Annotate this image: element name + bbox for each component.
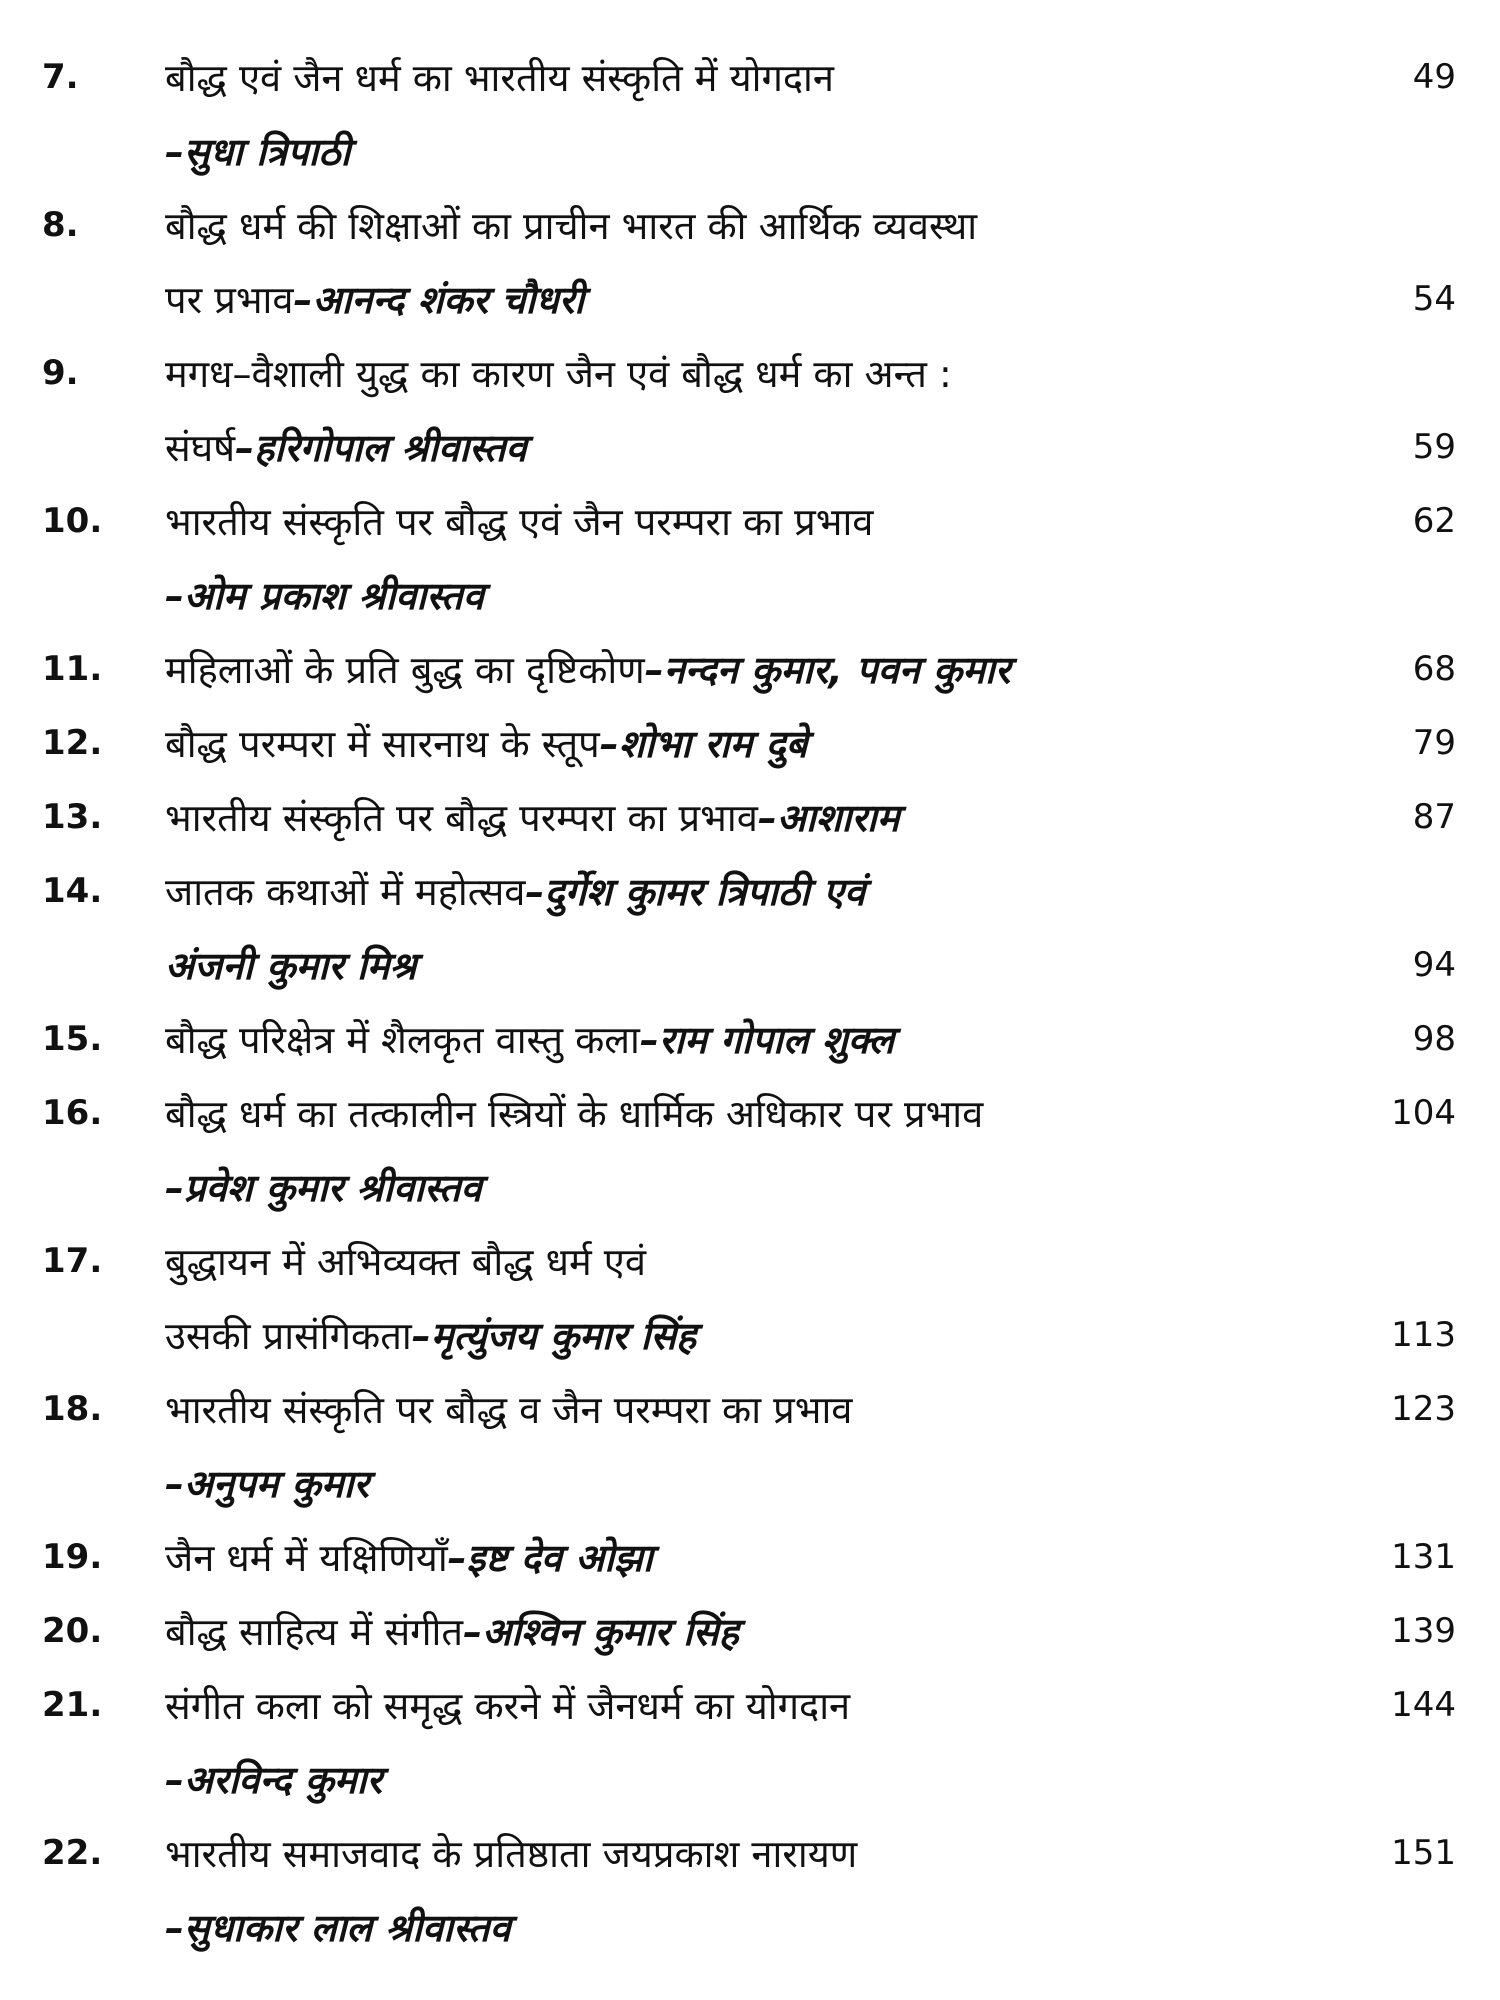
entry-author: –सुधा त्रिपाठी	[165, 130, 351, 174]
entry-author: –प्रवेश कुमार श्रीवास्तव	[165, 1166, 482, 1210]
toc-line	[40, 484, 1460, 558]
entry-number: 22.	[42, 1833, 103, 1873]
page-number: 54	[1412, 279, 1456, 319]
entry-text	[165, 569, 1340, 621]
entry-text	[165, 125, 1340, 177]
toc-line	[40, 632, 1460, 706]
toc-line	[40, 1446, 1460, 1520]
entry-number: 17.	[42, 1241, 103, 1281]
entry-author: अंजनी कुमार मिश्र	[165, 944, 417, 988]
entry-title: पर प्रभाव	[165, 278, 294, 322]
toc-line	[40, 188, 1460, 262]
page-number: 104	[1391, 1093, 1456, 1133]
toc-line	[40, 114, 1460, 188]
toc-entry	[40, 1224, 1460, 1372]
entry-text	[165, 1235, 1340, 1287]
page-number: 123	[1391, 1389, 1456, 1429]
toc-entry	[40, 1520, 1460, 1594]
entry-text	[165, 791, 1340, 843]
entry-text	[165, 1161, 1340, 1213]
toc-line	[40, 1816, 1460, 1890]
page-number: 94	[1412, 945, 1456, 985]
entry-number: 10.	[42, 501, 103, 541]
entry-title: महिलाओं के प्रति बुद्ध का दृष्टिकोण	[165, 648, 645, 692]
entry-text	[165, 421, 1340, 473]
entry-text	[165, 51, 1340, 103]
entry-text	[165, 939, 1340, 991]
toc-entry	[40, 1076, 1460, 1224]
entry-text	[165, 1383, 1340, 1435]
entry-text	[165, 1753, 1340, 1805]
toc-line	[40, 336, 1460, 410]
entry-number: 9.	[42, 353, 79, 393]
page-number: 59	[1412, 427, 1456, 467]
toc-line	[40, 40, 1460, 114]
entry-title: बौद्ध धर्म की शिक्षाओं का प्राचीन भारत की आर्थिक व्यवस्था	[165, 204, 978, 248]
entry-author: –आनन्द शंकर चौधरी	[293, 278, 585, 322]
entry-number: 21.	[42, 1685, 103, 1725]
toc-entry	[40, 188, 1460, 336]
entry-number: 8.	[42, 205, 79, 245]
entry-number: 16.	[42, 1093, 103, 1133]
toc-line	[40, 706, 1460, 780]
toc-line	[40, 1668, 1460, 1742]
entry-number: 13.	[42, 797, 103, 837]
entry-title: बौद्ध परिक्षेत्र में शैलकृत वास्तु कला	[165, 1018, 640, 1062]
toc-line	[40, 410, 1460, 484]
toc-line	[40, 1742, 1460, 1816]
toc-line	[40, 1224, 1460, 1298]
entry-title: संघर्ष	[165, 426, 236, 470]
entry-text	[165, 643, 1340, 695]
entry-text	[165, 495, 1340, 547]
toc-entry	[40, 1668, 1460, 1816]
entry-text	[165, 1309, 1340, 1361]
entry-author: –इष्ट देव ओझा	[447, 1536, 653, 1580]
toc-entry	[40, 854, 1460, 1002]
entry-text	[165, 1605, 1340, 1657]
entry-text	[165, 1457, 1340, 1509]
entry-title: बौद्ध धर्म का तत्कालीन स्त्रियों के धार्मिक अधिकार पर प्रभाव	[165, 1092, 984, 1136]
page-number: 131	[1391, 1537, 1456, 1577]
entry-author: –दुर्गेश कुामर त्रिपाठी एवं	[525, 870, 866, 914]
entry-text	[165, 1531, 1340, 1583]
entry-author: –हरिगोपाल श्रीवास्तव	[235, 426, 527, 470]
entry-author: –नन्दन कुमार, पवन कुमार	[644, 648, 1011, 692]
entry-title: उसकी प्रासंगिकता	[165, 1314, 412, 1358]
entry-author: –अश्विन कुमार सिंह	[463, 1610, 739, 1654]
toc-entry	[40, 484, 1460, 632]
page-number: 49	[1412, 57, 1456, 97]
entry-title: जैन धर्म में यक्षिणियाँ	[165, 1536, 448, 1580]
entry-text	[165, 865, 1340, 917]
entry-number: 12.	[42, 723, 103, 763]
toc-entry	[40, 1372, 1460, 1520]
page-number: 113	[1391, 1315, 1456, 1355]
page-number: 151	[1391, 1833, 1456, 1873]
toc-line	[40, 1520, 1460, 1594]
toc-line	[40, 928, 1460, 1002]
entry-number: 14.	[42, 871, 103, 911]
toc-entry	[40, 40, 1460, 188]
page-number: 79	[1412, 723, 1456, 763]
entry-number: 19.	[42, 1537, 103, 1577]
entry-number: 20.	[42, 1611, 103, 1651]
entry-number: 15.	[42, 1019, 103, 1059]
entry-text	[165, 1087, 1340, 1139]
entry-text	[165, 199, 1340, 251]
toc-entry	[40, 1002, 1460, 1076]
entry-text	[165, 1679, 1340, 1731]
toc-line	[40, 780, 1460, 854]
entry-author: –ओम प्रकाश श्रीवास्तव	[165, 574, 484, 618]
toc-entry	[40, 1594, 1460, 1668]
entry-author: –शोभा राम दुबे	[599, 722, 808, 766]
entry-text	[165, 717, 1340, 769]
toc-entry	[40, 632, 1460, 706]
page-number: 68	[1412, 649, 1456, 689]
entry-title: संगीत कला को समृद्ध करने में जैनधर्म का योगदान	[165, 1684, 851, 1728]
entry-title: बौद्ध परम्परा में सारनाथ के स्तूप	[165, 722, 600, 766]
entry-title: मगध–वैशाली युद्ध का कारण जैन एवं बौद्ध धर्म का अन्त :	[165, 352, 952, 396]
toc-line	[40, 1150, 1460, 1224]
toc-line	[40, 854, 1460, 928]
page-number: 87	[1412, 797, 1456, 837]
entry-author: –राम गोपाल शुक्ल	[639, 1018, 895, 1062]
toc-line	[40, 1076, 1460, 1150]
entry-title: भारतीय संस्कृति पर बौद्ध व जैन परम्परा का प्रभाव	[165, 1388, 853, 1432]
entry-author: –मृत्युंजय कुमार सिंह	[411, 1314, 697, 1358]
page-number: 139	[1391, 1611, 1456, 1651]
entry-title: बौद्ध साहित्य में संगीत	[165, 1610, 464, 1654]
toc-line	[40, 1002, 1460, 1076]
entry-number: 18.	[42, 1389, 103, 1429]
entry-number: 7.	[42, 57, 79, 97]
entry-author: –अनुपम कुमार	[165, 1462, 369, 1506]
entry-text	[165, 1901, 1340, 1953]
toc-line	[40, 1372, 1460, 1446]
page-number: 144	[1391, 1685, 1456, 1725]
entry-author: –अरविन्द कुमार	[165, 1758, 382, 1802]
toc-entry	[40, 336, 1460, 484]
toc-line	[40, 558, 1460, 632]
toc-line	[40, 1594, 1460, 1668]
entry-number: 11.	[42, 649, 103, 689]
page-number: 62	[1412, 501, 1456, 541]
page-number: 98	[1412, 1019, 1456, 1059]
toc-entry	[40, 706, 1460, 780]
toc-entry	[40, 780, 1460, 854]
entry-title: जातक कथाओं में महोत्सव	[165, 870, 526, 914]
entry-text	[165, 273, 1340, 325]
entry-author: –सुधाकार लाल श्रीवास्तव	[165, 1906, 511, 1950]
entry-text	[165, 1013, 1340, 1065]
toc-line	[40, 1298, 1460, 1372]
table-of-contents	[40, 40, 1460, 1964]
entry-text	[165, 347, 1340, 399]
entry-author: –आशाराम	[757, 796, 900, 840]
entry-title: भारतीय समाजवाद के प्रतिष्ठाता जयप्रकाश नारायण	[165, 1832, 858, 1876]
entry-title: भारतीय संस्कृति पर बौद्ध परम्परा का प्रभाव	[165, 796, 758, 840]
entry-title: बौद्ध एवं जैन धर्म का भारतीय संस्कृति में योगदान	[165, 56, 834, 100]
entry-title: भारतीय संस्कृति पर बौद्ध एवं जैन परम्परा का प्रभाव	[165, 500, 874, 544]
toc-entry	[40, 1816, 1460, 1964]
toc-line	[40, 1890, 1460, 1964]
entry-text	[165, 1827, 1340, 1879]
toc-line	[40, 262, 1460, 336]
entry-title: बुद्धायन में अभिव्यक्त बौद्ध धर्म एवं	[165, 1240, 646, 1284]
